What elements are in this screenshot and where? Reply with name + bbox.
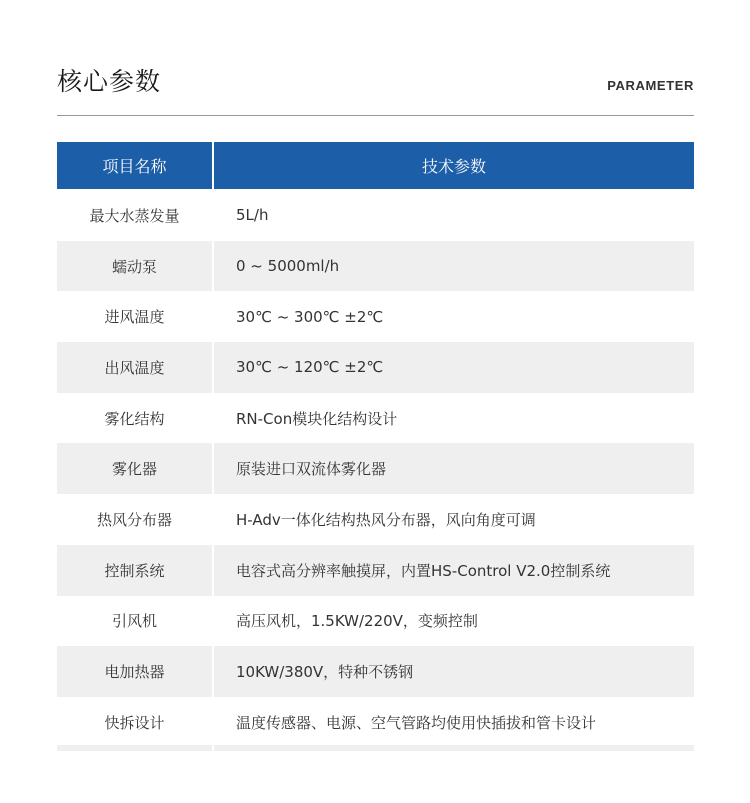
table-row — [57, 393, 694, 444]
table-row — [57, 190, 694, 241]
row-name: 最大水蒸发量 — [57, 190, 212, 241]
table-row — [57, 646, 694, 697]
row-value: 温度传感器、电源、空气管路均使用快插拔和管卡设计 — [214, 697, 694, 748]
row-name: 控制系统 — [57, 545, 212, 596]
column-header-value: 技术参数 — [214, 142, 694, 189]
row-value: 电容式高分辨率触摸屏，内置HS-Control V2.0控制系统 — [214, 545, 694, 596]
table-header-row — [57, 142, 694, 189]
row-value: 10KW/380V，特种不锈钢 — [214, 646, 694, 697]
table-row — [57, 291, 694, 342]
row-name: 出风温度 — [57, 342, 212, 393]
row-name: 进风温度 — [57, 291, 212, 342]
row-value: 原装进口双流体雾化器 — [214, 443, 694, 494]
table-row — [57, 545, 694, 596]
table-row — [57, 443, 694, 494]
table-row — [57, 342, 694, 393]
row-name: 引风机 — [57, 596, 212, 647]
row-name: 雾化结构 — [57, 393, 212, 444]
header-divider — [57, 115, 694, 116]
column-header-name: 项目名称 — [57, 142, 212, 189]
row-value: RN-Con模块化结构设计 — [214, 393, 694, 444]
table-row — [57, 494, 694, 545]
row-name: 蠕动泵 — [57, 241, 212, 292]
row-name: 快拆设计 — [57, 697, 212, 748]
page-title: 核心参数 — [57, 67, 162, 96]
continuation-value-cell — [214, 745, 694, 751]
table-continuation-strip — [57, 745, 694, 751]
row-name: 热风分布器 — [57, 494, 212, 545]
section-header — [57, 0, 694, 116]
row-name: 雾化器 — [57, 443, 212, 494]
table-row — [57, 596, 694, 647]
parameter-table — [57, 142, 694, 748]
row-value: 0 ~ 5000ml/h — [214, 241, 694, 292]
row-value: H-Adv一体化结构热风分布器，风向角度可调 — [214, 494, 694, 545]
row-value: 30℃ ~ 300℃ ±2℃ — [214, 291, 694, 342]
row-value: 30℃ ~ 120℃ ±2℃ — [214, 342, 694, 393]
continuation-name-cell — [57, 745, 212, 751]
table-row — [57, 241, 694, 292]
row-name: 电加热器 — [57, 646, 212, 697]
table-row — [57, 697, 694, 748]
row-value: 高压风机，1.5KW/220V，变频控制 — [214, 596, 694, 647]
row-value: 5L/h — [214, 190, 694, 241]
page-subtitle: PARAMETER — [607, 78, 694, 93]
